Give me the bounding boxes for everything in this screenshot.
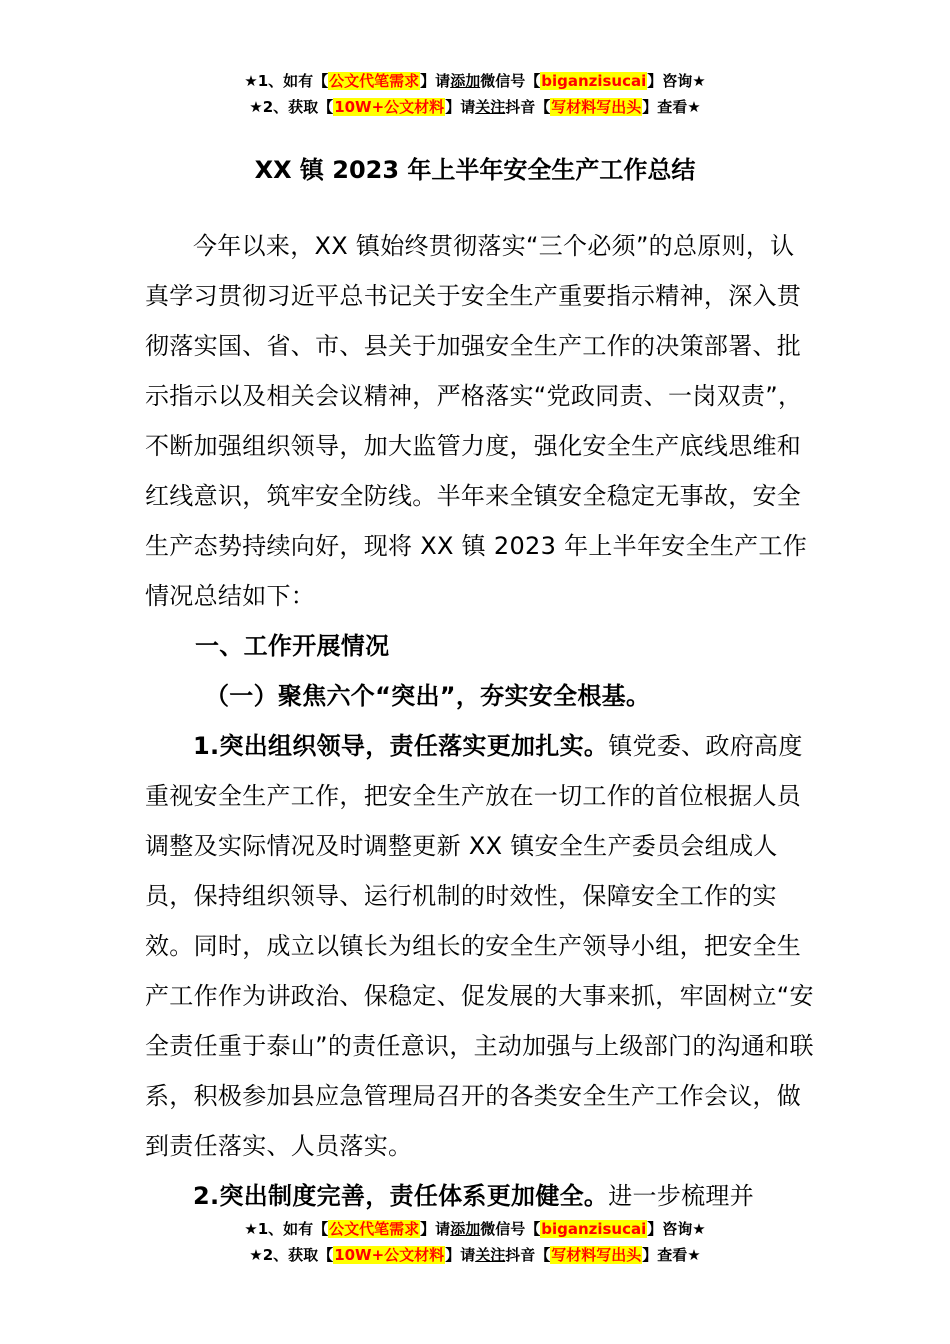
document-body (145, 221, 815, 1221)
banner-text: 】查看★ (642, 98, 701, 116)
item-lead: 2.突出制度完善，责任体系更加健全。 (193, 1182, 609, 1210)
banner-line-1 (0, 68, 950, 94)
item-paragraph-1 (145, 721, 815, 1171)
banner-text: 】请 (420, 72, 451, 90)
banner-text: 】请 (445, 98, 476, 116)
highlight-text: 写材料写出头 (551, 98, 642, 116)
intro-paragraph: 今年以来，XX 镇始终贯彻落实“三个必须”的总原则，认真学习贯彻习近平总书记关于安全生产重要指示精神，深入贯彻落实国、省、市、县关于加强安全生产工作的决策部署、批示指示以及相关会议精神，严格落实“党政同责、一岗双责”，不断加强组织领导，加大监管力度，强化安全生产底线思维和红线意识，筑牢安全防线。半年来全镇安全稳定无事故，安全生产态势持续向好，现将 XX 镇 2023 年上半年安全生产工作情况总结如下： (145, 232, 808, 610)
banner-text: 】请 (445, 1246, 476, 1264)
banner-line-1 (0, 1216, 950, 1242)
banner-text: 抖音【 (505, 98, 551, 116)
item-text: 镇党委、政府高度重视安全生产工作，把安全生产放在一切工作的首位根据人员调整及实际情况及时调整更新 XX 镇安全生产委员会组成人员，保持组织领导、运行机制的时效性，保障安全工作的实效。同时，成立以镇长为组长的安全生产领导小组，把安全生产工作作为讲政治、保稳定、促发展的大事来抓，牢固树立“安全责任重于泰山”的责任意识，主动加强与上级部门的沟通和联系，积极参加县应急管理局召开的各类安全生产工作会议，做到责任落实、人员落实。 (145, 732, 814, 1160)
banner-text: 抖音【 (505, 1246, 551, 1264)
highlight-text: 写材料写出头 (551, 1246, 642, 1264)
banner-line-2 (0, 1242, 950, 1268)
highlight-text: 10W+公文材料 (334, 1246, 445, 1264)
header-banner (0, 68, 950, 120)
underlined-text: 关注 (475, 98, 506, 116)
item-lead: 1.突出组织领导，责任落实更加扎实。 (193, 732, 609, 760)
underlined-text: 添加 (450, 72, 481, 90)
footer-banner (0, 1216, 950, 1268)
highlight-text: 公文代笔需求 (329, 1220, 420, 1238)
document-title: XX 镇 2023 年上半年安全生产工作总结 (254, 156, 696, 184)
highlight-text: 10W+公文材料 (334, 98, 445, 116)
highlight-text: 公文代笔需求 (329, 72, 420, 90)
banner-text: 】请 (420, 1220, 451, 1238)
banner-text: ★2、获取【 (249, 98, 334, 116)
subsection-heading: （一）聚焦六个“突出”，夯实安全根基。 (205, 682, 651, 710)
banner-text: 】咨询★ (647, 1220, 706, 1238)
banner-line-2 (0, 94, 950, 120)
banner-text: 】查看★ (642, 1246, 701, 1264)
banner-text: ★2、获取【 (249, 1246, 334, 1264)
underlined-text: 关注 (475, 1246, 506, 1264)
banner-text: 微信号【 (480, 72, 541, 90)
banner-text: 】咨询★ (647, 72, 706, 90)
item-text: 进一步梳理并 (608, 1182, 755, 1210)
banner-text: 微信号【 (480, 1220, 541, 1238)
highlight-text: biganzisucai (541, 1220, 647, 1238)
underlined-text: 添加 (450, 1220, 481, 1238)
highlight-text: biganzisucai (541, 72, 647, 90)
item-paragraph-2 (145, 1171, 815, 1221)
banner-text: ★1、如有【 (244, 72, 329, 90)
banner-text: ★1、如有【 (244, 1220, 329, 1238)
section-heading: 一、工作开展情况 (195, 632, 390, 660)
